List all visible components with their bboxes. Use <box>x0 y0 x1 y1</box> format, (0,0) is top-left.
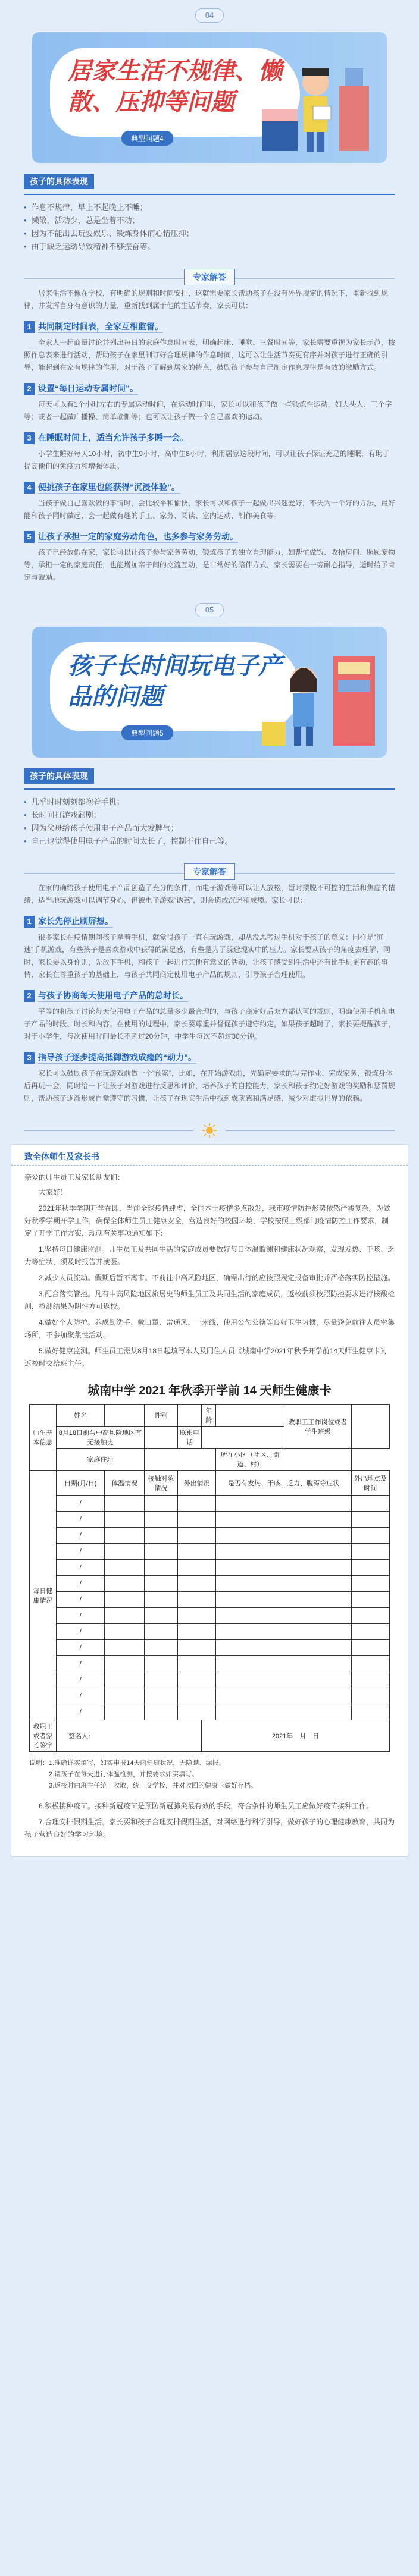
section-problem-5 <box>11 588 408 1105</box>
tip-paragraph: 家长可以鼓励孩子在玩游戏前做一个“预案”，比如，在开始游戏前，先确定要求的写完作业、完成家务、锻炼身体后再玩一会，同时给一下让孩子对游戏进行反思和评价，培养孩子的自控能力，家长和孩子约定好游戏的奖励和惩罚规则，帮助孩子逐渐形成自觉遵守的习惯，让孩子在现实生活中找到成就感和满足感，减少对虚拟世界的依赖。 <box>24 1069 396 1102</box>
tip-paragraph: 小学生睡好每天10小时，初中生9小时，高中生8小时，利用居家这段时间，可以让孩子保证充足的睡眠，有助于提高他们的免疫力和增强体质。 <box>24 450 390 470</box>
tip-paragraph: 很多家长在疫情期间孩子拿着手机，就觉得孩子一直在玩游戏，却从没思考过手机对于孩子的意义：同样是“沉迷”手机游戏，有些孩子是喜欢游戏中获得的满足感，有些是为了躲避现实中的压力。家长要从孩子的角度去理解，同时，家长要以身作则，先放下手机，和孩子一起进行其他有意义的活动，让孩子感受到生活中还有比手机更有趣的事情，家长在尊重孩子的基础上，与孩子共同商定使用电子产品的规则，引导孩子合理使用。 <box>24 933 391 979</box>
symptom-heading: 孩子的具体表现 <box>24 768 94 784</box>
banner-title: 孩子长时间玩电子产品的问题 <box>68 653 282 710</box>
card-notes: 说明：1.准确详实填写，如实申报14天内健康状况，无隐瞒、漏报。 2.请孩子在每天进行体温检测，并按要求如实填写。 3.返校时由班主任统一收取，统一交学校，并对收回的健康卡做好存档。 <box>29 1760 258 1789</box>
table-cell: 外出地点及时间 <box>351 1471 389 1496</box>
table-cell <box>202 1427 284 1449</box>
table-cell: 外出情况 <box>178 1471 216 1496</box>
tip-paragraph: 孩子已经放假在家，家长可以让孩子参与家务劳动，锻炼孩子的独立自理能力，如帮忙做饭、收拾房间、照顾宠物等，承担一定的家庭责任，也能增加亲子间的交流互动，是非常好的陪伴方式，家长需要在一旁耐心指导，适时给予肯定与鼓励。 <box>24 548 396 582</box>
health-card-title: 城南中学 2021 年秋季开学前 14 天师生健康卡 <box>87 1384 332 1397</box>
expert-answer-label: 专家解答 <box>11 269 408 285</box>
table-row: / <box>30 1672 390 1688</box>
heading-underline <box>24 194 395 195</box>
symptom-heading: 孩子的具体表现 <box>24 174 94 189</box>
sun-icon <box>202 1123 217 1138</box>
banner-tag: 典型问题5 <box>121 725 173 740</box>
tip-paragraph: 平等的和孩子讨论每天使用电子产品的总量多少最合理的，与孩子商定好后双方都认可的规则，明确使用手机和电子产品的时段、时长和内容。在使用的过程中，家长要尊重并督促孩子遵守约定，如果孩子超时了，家长要提醒孩子，对于小学生，每次使用时间最长不超过20分钟，中学生每次不超过30分钟。 <box>24 1007 396 1041</box>
table-row: / <box>30 1592 390 1608</box>
list-item: • 几乎时时刻刻都抱着手机； <box>24 796 408 809</box>
tip-heading: 3 在睡眠时间上，适当允许孩子多睡一会。 <box>24 432 395 444</box>
tip-heading: 5 让孩子承担一定的家庭劳动角色，也多参与家务劳动。 <box>24 530 395 543</box>
intro-paragraph: 在家的确给孩子使用电子产品创造了充分的条件，而电子游戏等可以让人放松，暂时摆脱不可控的生活和焦虑的情绪，适当地玩游戏可以调节身心，但被电子游戏“诱惑”，则会造成沉迷和成瘾。家长可以： <box>24 884 396 904</box>
table-row: / <box>30 1704 390 1720</box>
table-row: / <box>30 1656 390 1672</box>
list-item: • 由于缺乏运动导致精神不够振奋等。 <box>24 240 408 253</box>
table-cell: 每日健康情况 <box>30 1471 57 1720</box>
table-cell: 师生基本信息 <box>30 1405 57 1471</box>
notice-paragraph: 1.坚持每日健康监测。师生员工及共同生活的家庭成员要做好每日体温监测和健康状况观察，发现发热、干咳、乏力等症状，须及时报告并就医。 <box>24 1245 395 1266</box>
notice-hello: 大家好！ <box>39 1188 68 1196</box>
girl-with-books-illustration-icon <box>256 645 381 752</box>
tip-heading: 1 共同制定时间表，全家互相监督。 <box>24 321 395 333</box>
problem-banner <box>32 627 387 758</box>
notice-letter <box>11 1144 408 1857</box>
table-cell: 日期(月/日) <box>57 1471 105 1496</box>
tip-paragraph: 每天可以有1个小时左右的专属运动时间，在运动时间里，家长可以和孩子做一些锻炼性运动，如大头人、三个字等；或者一起做广播操、简单瑜伽等；也可以让孩子做一个自己喜欢的运动。 <box>24 400 392 421</box>
tip-heading: 1 家长先停止刷屏想。 <box>24 915 395 928</box>
notice-paragraph: 4.做好个人防护。养成勤洗手、戴口罩、常通风、一米线、使用公勺公筷等良好卫生习惯，尽量避免前往人员密集场所，不参加聚集性活动。 <box>24 1318 395 1339</box>
heading-underline <box>24 788 395 790</box>
expert-answer-label: 专家解答 <box>11 863 408 880</box>
tip-heading: 3 指导孩子逐步提高抵御游戏成瘾的“动力”。 <box>24 1051 395 1064</box>
table-cell: 性别 <box>144 1405 177 1427</box>
table-cell <box>144 1449 215 1471</box>
section-problem-4 <box>11 0 408 584</box>
tip-paragraph: 全家人一起商量讨论并列出每日的家庭作息时间表，明确起床、睡觉、三餐时间等，家长需要重视为家长示范，按照作息表来进行活动，帮助孩子在家里制订好合理规律的作息时间，这可以让生活节奏更有序并对孩子进行正确的引导，能起到在家有规律的作用，对于孩子了解到居家的特点，鼓励孩子参与自己制定作息规律是有效的激励方式。 <box>24 338 396 372</box>
notice-paragraph: 6.积极接种疫苗。接种新冠疫苗是预防新冠肺炎最有效的手段，符合条件的师生员工应做好疫苗接种工作。 <box>39 1802 374 1810</box>
boy-with-books-illustration-icon <box>256 50 381 157</box>
table-cell: 体温情况 <box>105 1471 144 1496</box>
banner-title: 居家生活不规律、懒散、压抑等问题 <box>68 58 282 115</box>
list-item: • 因为父母给孩子使用电子产品而大发脾气； <box>24 822 408 835</box>
table-cell: 联系电话 <box>178 1427 202 1449</box>
table-cell <box>351 1405 389 1449</box>
table-row: / <box>30 1608 390 1624</box>
notice-paragraph: 5.做好健康监测。师生员工需从8月18日起填写本人及同住人员《城南中学2021年秋季开学前14天师生健康卡》，返校时交给班主任。 <box>24 1347 392 1368</box>
table-cell <box>284 1449 351 1471</box>
table-cell: 教职工工作岗位或者学生班级 <box>284 1405 351 1449</box>
list-item: • 自己也觉得使用电子产品的时间太长了，控制不住自己等。 <box>24 835 408 848</box>
table-cell: 8月18日前与中高风险地区有无接触史 <box>57 1427 145 1449</box>
problem-banner <box>32 32 387 163</box>
signature-field: 签名人： <box>57 1720 202 1752</box>
section-number-badge: 04 <box>195 8 224 23</box>
section-number-badge: 05 <box>195 603 224 617</box>
tip-heading: 4 便挑孩子在家里也能获得“沉浸体验”。 <box>24 481 395 494</box>
list-item: • 因为不能出去玩耍娱乐、锻炼身体而心情压抑； <box>24 227 408 240</box>
notice-paragraph: 2021年秋季学期开学在即，当前全球疫情肆虐，全国本土疫情多点散发，我市疫情防控形势依然严峻复杂。为做好秋季学期开学工作，确保全体师生员工健康安全，营造良好的校园环境，学校按照上级部门疫情防控工作要求，制定了开学工作方案，现就有关事项通知如下： <box>24 1204 390 1237</box>
table-row: / <box>30 1512 390 1528</box>
list-item: • 长时间打游戏刷剧； <box>24 809 408 822</box>
table-cell <box>178 1405 202 1427</box>
list-item: • 作息不规律，早上不起晚上不睡； <box>24 201 408 214</box>
table-row: / <box>30 1576 390 1592</box>
table-row: / <box>30 1560 390 1576</box>
table-cell <box>216 1405 284 1427</box>
list-item: • 懒散，活动少，总是坐着不动； <box>24 214 408 227</box>
intro-paragraph: 居家生活不像在学校，有明确的规则和时间安排，这就需要家长帮助孩子在没有外界规定的情况下，重新找到规律，并发挥自身有意识的力量，重新找到属于他的生活节奏，家长可以： <box>24 289 389 310</box>
notice-paragraph: 2.减少人员流动。假期后暂不离市。不前往中高风险地区，确需出行的应按照规定报备审批并严格落实防控措施。 <box>39 1274 395 1282</box>
table-cell: 是否有发热、干咳、乏力、腹泻等症状 <box>216 1471 352 1496</box>
table-row: / <box>30 1624 390 1640</box>
table-row: / <box>30 1544 390 1560</box>
table-row: / <box>30 1528 390 1544</box>
table-cell: 姓名 <box>57 1405 105 1427</box>
table-row: / <box>30 1496 390 1512</box>
notice-paragraph: 3.配合落实管控。凡有中高风险地区旅居史的师生员工及共同生活的家庭成员，返校前须按照防控要求进行核酸检测，检测结果为阴性方可返校。 <box>24 1290 395 1311</box>
section-divider <box>24 1123 395 1138</box>
table-cell: 年龄 <box>202 1405 216 1427</box>
notice-greeting: 亲爱的师生员工及家长朋友们： <box>24 1173 125 1182</box>
symptom-list <box>24 201 408 253</box>
signature-date: 2021年 月 日 <box>202 1720 390 1752</box>
table-cell: 教职工或者家长签字 <box>30 1720 57 1752</box>
health-card-table <box>29 1404 390 1752</box>
table-row: / <box>30 1640 390 1656</box>
tip-paragraph: 当孩子做自己喜欢做的事情时，会比较平和愉快，家长可以和孩子一起做出兴趣爱好，不失为一个好的方法，最好能和孩子同时做起，会一起做有趣的手工、家务、阅读、室内运动、制作美食等。 <box>24 499 396 520</box>
table-cell <box>105 1405 144 1427</box>
tip-heading: 2 设置“每日运动专属时间”。 <box>24 382 395 395</box>
table-cell: 接触对象情况 <box>144 1471 177 1496</box>
table-cell: 家庭住址 <box>57 1449 145 1471</box>
banner-tag: 典型问题4 <box>121 131 173 146</box>
notice-paragraph: 7.合理安排假期生活。家长要和孩子合理安排假期生活，对网络进行科学引导，做好孩子的心理健康教育，共同为孩子营造良好的学习环境。 <box>24 1818 395 1839</box>
symptom-list <box>24 796 408 848</box>
table-cell <box>144 1427 177 1449</box>
table-cell: 所在小区（社区、街道、村） <box>216 1449 284 1471</box>
notice-heading: 致全体师生及家长书 <box>11 1145 408 1166</box>
tip-heading: 2 与孩子协商每天使用电子产品的总时长。 <box>24 989 395 1002</box>
table-row: / <box>30 1688 390 1704</box>
